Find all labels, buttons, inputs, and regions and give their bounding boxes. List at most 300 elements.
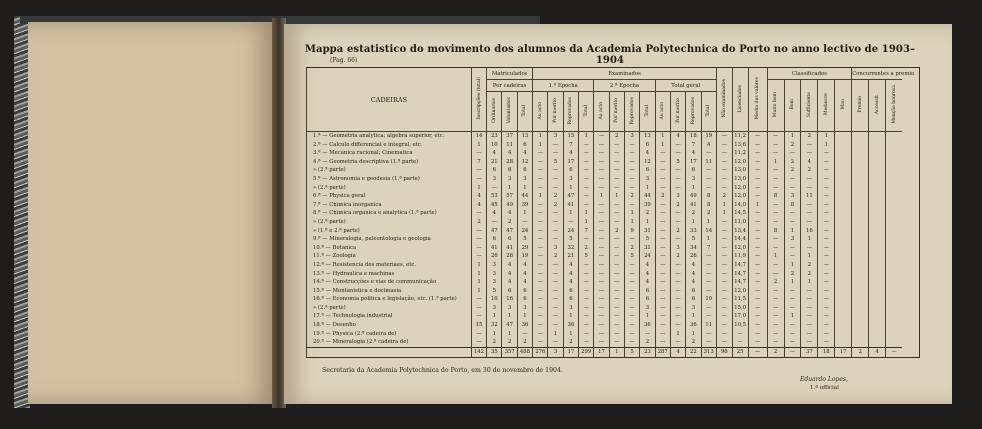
table-cell: 1 [594,192,609,201]
table-cell: — [767,141,784,150]
table-cell [835,192,852,201]
table-cell: — [548,295,563,304]
table-cell: — [533,270,548,279]
table-cell [869,132,886,141]
table-cell: — [594,184,609,193]
table-cell: — [609,338,624,347]
table-cell: 16 [487,295,502,304]
table-cell: — [655,218,670,227]
table-cell: 8 [784,201,801,210]
table-cell: 12,0 [732,184,748,193]
table-cell: — [748,244,767,253]
table-cell: 4 [502,278,517,287]
table-cell: 2 [640,338,655,347]
header-total-geral: Total geral [655,80,716,92]
table-cell: — [579,141,594,150]
table-cell: — [533,201,548,210]
table-cell: — [471,244,486,253]
table-cell: 2 [801,132,818,141]
table-cell: — [548,218,563,227]
table-cell: 1 [640,184,655,193]
table-cell [852,261,869,270]
total-cell: 35 [487,347,502,357]
table-cell: — [533,218,548,227]
table-cell: 4 [563,261,578,270]
table-cell: 6 [517,166,532,175]
table-cell: — [670,149,685,158]
table-cell: 6 [517,141,532,150]
table-cell: — [579,304,594,313]
table-cell: — [655,158,670,167]
totals-row [307,347,920,357]
table-cell: — [655,338,670,347]
total-cell: 2 [767,347,784,357]
table-cell: — [594,166,609,175]
table-cell: — [655,149,670,158]
table-cell: — [716,304,732,313]
table-cell: — [655,295,670,304]
table-row [307,227,920,236]
total-cell: 23 [640,347,655,357]
table-cell: — [487,184,502,193]
table-cell: 23 [487,132,502,141]
table-cell: 26 [686,252,701,261]
row-cadeira-name: 1.ª — Geometria analytica; algebra superior, etc. [307,132,472,141]
table-cell: — [533,244,548,253]
row-cadeira-name: 3.ª — Mecanica racional; Cinematica [307,149,472,158]
table-cell: — [670,287,685,296]
table-cell: 1 [784,132,801,141]
table-cell: 3 [517,304,532,313]
table-cell: — [579,201,594,210]
header-classificados: Classificados [767,68,852,80]
table-cell: 1 [767,252,784,261]
table-cell: 41 [502,244,517,253]
table-cell: 2 [502,218,517,227]
table-cell: — [670,218,685,227]
table-cell: — [594,295,609,304]
table-cell: 3 [640,304,655,313]
table-cell: — [609,312,624,321]
header-concurso: Concurrentes a premio [852,68,903,80]
table-cell: — [471,175,486,184]
table-cell [886,218,903,227]
table-cell: 13,0 [732,166,748,175]
table-cell: — [471,235,486,244]
table-cell: 2 [670,227,685,236]
table-cell: 1 [471,270,486,279]
table-cell: 1 [563,184,578,193]
table-cell: 6 [686,287,701,296]
table-cell: — [701,184,716,193]
table-cell [869,338,886,347]
table-cell: — [716,270,732,279]
table-cell: — [670,184,685,193]
table-cell [835,295,852,304]
table-cell: — [548,149,563,158]
table-cell: — [818,201,835,210]
table-cell: 5 [579,252,594,261]
table-cell: 9 [624,227,639,236]
table-cell [835,149,852,158]
table-cell: — [624,201,639,210]
table-cell: 1 [784,312,801,321]
table-row [307,321,920,330]
table-cell: — [670,261,685,270]
table-cell: 2 [502,338,517,347]
table-cell: — [818,321,835,330]
table-cell: — [533,184,548,193]
table-cell: 13 [640,132,655,141]
table-cell: — [801,244,818,253]
table-cell: 14,7 [732,278,748,287]
table-cell: 1 [533,141,548,150]
table-cell [852,184,869,193]
table-cell: 2 [471,218,486,227]
table-cell [869,295,886,304]
table-cell: — [701,252,716,261]
table-cell: 12,0 [732,287,748,296]
table-cell: — [487,218,502,227]
table-cell: — [701,287,716,296]
table-cell [886,330,903,339]
table-cell: 12 [640,158,655,167]
table-cell: 2 [548,252,563,261]
table-row [307,218,920,227]
table-cell [869,312,886,321]
table-cell: — [624,166,639,175]
table-cell: — [818,338,835,347]
table-cell: 6 [517,295,532,304]
table-cell: — [655,244,670,253]
table-row [307,209,920,218]
row-cadeira-name: 2.ª — Calculo differencial e integral, etc. [307,141,472,150]
table-cell: — [767,312,784,321]
table-cell: — [594,270,609,279]
table-cell: — [579,338,594,347]
table-row [307,158,920,167]
table-cell: — [579,192,594,201]
table-cell [852,218,869,227]
table-cell: 6 [640,166,655,175]
table-cell [886,278,903,287]
total-cell: 299 [579,347,594,357]
table-cell: — [748,192,767,201]
table-cell: — [609,330,624,339]
table-cell [886,235,903,244]
table-cell [886,175,903,184]
table-cell: — [594,278,609,287]
table-row [307,141,920,150]
table-cell: 7 [471,158,486,167]
table-cell [852,209,869,218]
table-cell: 1 [533,192,548,201]
table-cell: — [579,175,594,184]
table-cell: 6 [686,166,701,175]
table-cell: 24 [517,227,532,236]
table-cell [869,278,886,287]
table-cell: — [609,295,624,304]
table-cell: 14,0 [732,201,748,210]
table-cell [886,166,903,175]
table-cell [869,218,886,227]
table-cell [852,287,869,296]
table-cell: 29 [517,244,532,253]
table-cell: — [748,252,767,261]
table-cell: — [579,158,594,167]
table-cell: 6 [502,166,517,175]
table-cell [869,321,886,330]
table-cell: 41 [487,244,502,253]
table-cell: — [748,158,767,167]
table-cell: — [533,295,548,304]
table-cell: — [670,141,685,150]
table-cell: — [767,321,784,330]
table-cell: — [818,252,835,261]
table-cell: 2 [624,192,639,201]
table-body [307,132,920,348]
table-cell: — [533,149,548,158]
row-cadeira-name: 12.ª — Resistencia dos materiaes, etc. [307,261,472,270]
table-cell: 5 [670,158,685,167]
table-cell: 11 [701,321,716,330]
table-cell [869,175,886,184]
table-cell: — [624,278,639,287]
table-cell: — [624,330,639,339]
table-cell: — [784,330,801,339]
table-cell [886,141,903,150]
table-cell: — [767,209,784,218]
table-cell: — [655,252,670,261]
table-cell: — [609,244,624,253]
table-cell: 1 [701,218,716,227]
table-cell [886,192,903,201]
table-cell: 3 [487,175,502,184]
table-cell: 17,0 [732,312,748,321]
table-cell: — [471,252,486,261]
table-cell: — [784,244,801,253]
table-cell [869,192,886,201]
table-cell: — [594,209,609,218]
table-cell: — [533,304,548,313]
table-cell: 1 [640,218,655,227]
table-cell: 1 [686,218,701,227]
table-cell [852,141,869,150]
table-cell: 6 [502,287,517,296]
table-cell: 2 [517,338,532,347]
table-cell: 2 [548,201,563,210]
table-cell [852,338,869,347]
total-cell: 18 [818,347,835,357]
statistics-table: CADEIRAS Inscripções (total) Matriculados Examinados Não examinados Licenciados Media dos valores Classificados Concurrentes a premio Por cadeiras 1.ª Epocha 2.ª Epocha Total geral Muito bom Bom Sufficiente Mediocre Mau Premio Accessit Menção honrosa Ordinarios Voluntarios Total Ao acto Por merito Reprovados Total Ao acto Por merito Reprovados Total Ao acto Por merito Reprovados Total 1.ª — Geometria analytica; algebra superior, etc. 14 23 37 13 1 3 15 1 — 2 3 13 1 4 18 19 — 11,2 — — 1 2 1 2.ª — Calculo differencial e integral, etc. 1 10 11 6 1 — 7 — — — — 6 1 — 7 4 — 13,6 — — 2 — 1 3.ª — Mecanica racional; Cinematica — 4 4 4 — — 4 — — — — 4 — — 4 — — 11,2 — — — — — 4.ª — Geometria descriptiva (1.ª parte) 7 21 28 12 — 5 17 — — — — 12 — 5 17 11 — 12,0 — 1 2 4 — » (2.ª parte) — 6 6 6 — — 6 — — — — 6 — — 6 — — 13,0 — — 2 2 — 5.ª — Astronomia e geodesia (1.ª parte) — 3 3 3 — — 3 — — — — 3 — — 3 — — 13,0 — — — — — » (2.ª parte) 1 — 1 1 — — 1 — — — — 1 — — 1 — — 12,0 — — — — — 6.ª — Physica geral 4 53 57 44 1 2 47 — 1 1 2 44 2 3 49 8 2 12,0 — 8 3 11 — 7.ª — Chimica inorganica 4 45 49 39 — 2 41 — — — — 39 — 2 41 8 1 14,0 1 — 8 — — 8.ª — Chimica organica e analytica (1.ª parte) — 4 4 1 — — 1 1 — — 1 2 — — 2 2 1 14,5 — — — — — » (2.ª parte) 2 — 2 — — — — 1 — — 1 1 — — 1 1 — 11,0 — — — — — » (1.ª e 2.ª parte) — 47 47 24 — — 24 7 — 2 9 31 — 2 33 14 — 13,4 — 8 1 16 — 9.ª — Mineralogia, paleontologia e geologia — 6 6 5 — — 5 — — — — 5 — — 5 1 — 14,4 — — 3 1 — 10.ª — Botanica — 41 41 29 — 3 32 2 — — 2 31 — 3 34 7 — 12,0 — — — — — 11.ª — Zoologia — 26 26 19 — 2 21 5 — — 5 24 — 2 26 — — 11,9 — 1 — 1 — 12.ª — Resistencia dos materiaes, etc. 1 3 4 4 — — 4 — — — — 4 — — 4 — — 14,7 — — 1 2 — 13.ª — Hydraulica e machinas 1 3 4 4 — — 4 — — — — 4 — — 4 — — 14,7 — — 2 2 — 14.ª — Construcções e vias de communicação 1 3 4 4 — — 4 — — — — 4 — — 4 — — 14,7 — 2 1 1 — 15.ª — Montanistica e docimasia 1 5 6 6 — — 6 — — — — 6 — — 6 — — 12,0 — — — — — 16.ª — Economia politica e legislação, etc. (1.ª parte) — 16 16 6 — — 6 — — — — 6 — — 6 10 — 11,5 — — — — — » (2.ª parte) — 3 3 3 — — 3 — — — — 3 — — 3 — — 15,0 — — — — — 17.ª — Technologia industrial — 1 1 1 — — 1 — — — — 1 — — 1 — — 17,0 — — 1 — — 18.ª — Desenho 15 32 47 36 — — 36 — — — — 36 — — 36 11 — 10,5 — — — — — 19.ª — Physica (2.ª cadeira de) — 1 1 — — 1 1 — — — — — — 1 1 — — — — — — — — 20.ª — Mineralogia (2.ª cadeira de) — 2 2 2 — — 2 — — — — 2 — — 2 — — — — — — — — 142 35 357 488 276 3 17 299 17 1 5 23 287 4 22 313 96 25 — 2 — 37 18 17 2 4 — [306,67,920,358]
table-cell: — [818,218,835,227]
table-cell [886,184,903,193]
table-cell: — [818,244,835,253]
table-cell: — [594,175,609,184]
table-cell: 4 [517,278,532,287]
table-cell: 6 [640,287,655,296]
table-cell: — [655,184,670,193]
table-cell: 2 [686,209,701,218]
table-cell: — [767,304,784,313]
table-cell [869,184,886,193]
table-cell [886,270,903,279]
table-cell: 13,6 [732,141,748,150]
table-cell: — [767,201,784,210]
table-cell: — [748,261,767,270]
table-cell: 3 [502,175,517,184]
table-cell: 2 [784,270,801,279]
table-cell: 2 [563,338,578,347]
table-cell: 2 [670,201,685,210]
table-cell: 15 [471,321,486,330]
table-cell [852,192,869,201]
table-cell [835,166,852,175]
row-cadeira-name: 7.ª — Chimica inorganica [307,201,472,210]
table-cell: 16 [502,295,517,304]
total-cell: 1 [609,347,624,357]
table-row [307,201,920,210]
table-cell: — [594,330,609,339]
table-cell [886,261,903,270]
table-cell: — [784,175,801,184]
row-cadeira-name: 19.ª — Physica (2.ª cadeira de) [307,330,472,339]
table-cell: 6 [563,287,578,296]
table-cell: — [701,166,716,175]
table-cell: 11 [801,192,818,201]
table-cell: — [609,201,624,210]
table-cell: — [801,201,818,210]
table-cell: 32 [487,321,502,330]
table-cell: — [748,227,767,236]
header-matriculados: Matriculados [487,68,533,80]
totals-label [307,347,472,357]
table-cell: — [801,312,818,321]
table-cell: — [533,166,548,175]
table-cell: 1 [609,192,624,201]
table-cell: 3 [686,304,701,313]
table-cell: — [655,330,670,339]
table-cell: 44 [640,192,655,201]
table-cell: — [579,287,594,296]
table-cell: 1 [579,132,594,141]
table-cell: 12,0 [732,244,748,253]
table-cell: — [609,141,624,150]
table-cell [852,235,869,244]
table-cell: — [594,287,609,296]
total-cell: 313 [701,347,716,357]
table-cell: — [784,287,801,296]
table-cell: — [609,252,624,261]
table-cell: 14,7 [732,261,748,270]
table-cell: 4 [471,201,486,210]
table-cell: — [818,166,835,175]
table-cell: — [701,261,716,270]
table-cell: 1 [563,330,578,339]
table-cell: — [818,192,835,201]
table-row [307,166,920,175]
total-cell: 25 [732,347,748,357]
row-cadeira-name: 14.ª — Construcções e vias de communicação [307,278,472,287]
table-cell: — [818,312,835,321]
table-cell: — [533,235,548,244]
table-cell: 2 [579,244,594,253]
table-cell [852,278,869,287]
table-cell: 7 [686,141,701,150]
table-cell: — [533,330,548,339]
table-cell: — [767,132,784,141]
table-cell: 7 [701,244,716,253]
table-cell [869,158,886,167]
table-cell: 4 [502,149,517,158]
table-cell: 53 [487,192,502,201]
table-cell: — [801,141,818,150]
table-cell: — [670,209,685,218]
table-cell: — [767,235,784,244]
table-cell: — [716,244,732,253]
table-cell: — [784,304,801,313]
row-cadeira-name: 6.ª — Physica geral [307,192,472,201]
table-cell: — [767,184,784,193]
table-cell: 1 [767,158,784,167]
table-cell: — [670,235,685,244]
table-cell: — [767,287,784,296]
table-cell: 14,5 [732,209,748,218]
row-cadeira-name: 5.ª — Astronomia e geodesia (1.ª parte) [307,175,472,184]
row-cadeira-name: 18.ª — Desenho [307,321,472,330]
table-cell: — [548,321,563,330]
table-cell: — [767,166,784,175]
table-cell: — [609,304,624,313]
total-cell: 488 [517,347,532,357]
table-cell [886,312,903,321]
table-cell: 6 [517,287,532,296]
total-cell: 142 [471,347,486,357]
table-cell: — [732,330,748,339]
table-cell: 44 [517,192,532,201]
table-cell: — [732,338,748,347]
total-cell: 22 [686,347,701,357]
table-cell: 2 [640,209,655,218]
row-cadeira-name: » (2.ª parte) [307,184,472,193]
table-cell: — [533,261,548,270]
table-cell: 18 [686,132,701,141]
table-cell: 1 [686,330,701,339]
table-cell: — [748,175,767,184]
table-cell: 33 [686,227,701,236]
table-cell: — [670,295,685,304]
table-cell [835,270,852,279]
table-cell: — [716,261,732,270]
table-cell: — [533,227,548,236]
table-cell: — [716,175,732,184]
table-cell: — [533,312,548,321]
table-cell: — [579,270,594,279]
table-cell: 1 [517,184,532,193]
total-cell: 287 [655,347,670,357]
table-cell [869,287,886,296]
table-cell: 1 [716,201,732,210]
table-cell: 39 [640,201,655,210]
table-cell: 11,0 [732,218,748,227]
table-cell: 5 [548,158,563,167]
table-cell: — [818,261,835,270]
table-cell: 11 [502,141,517,150]
table-cell: 3 [487,304,502,313]
table-cell: — [748,209,767,218]
table-cell [869,201,886,210]
table-cell [852,166,869,175]
